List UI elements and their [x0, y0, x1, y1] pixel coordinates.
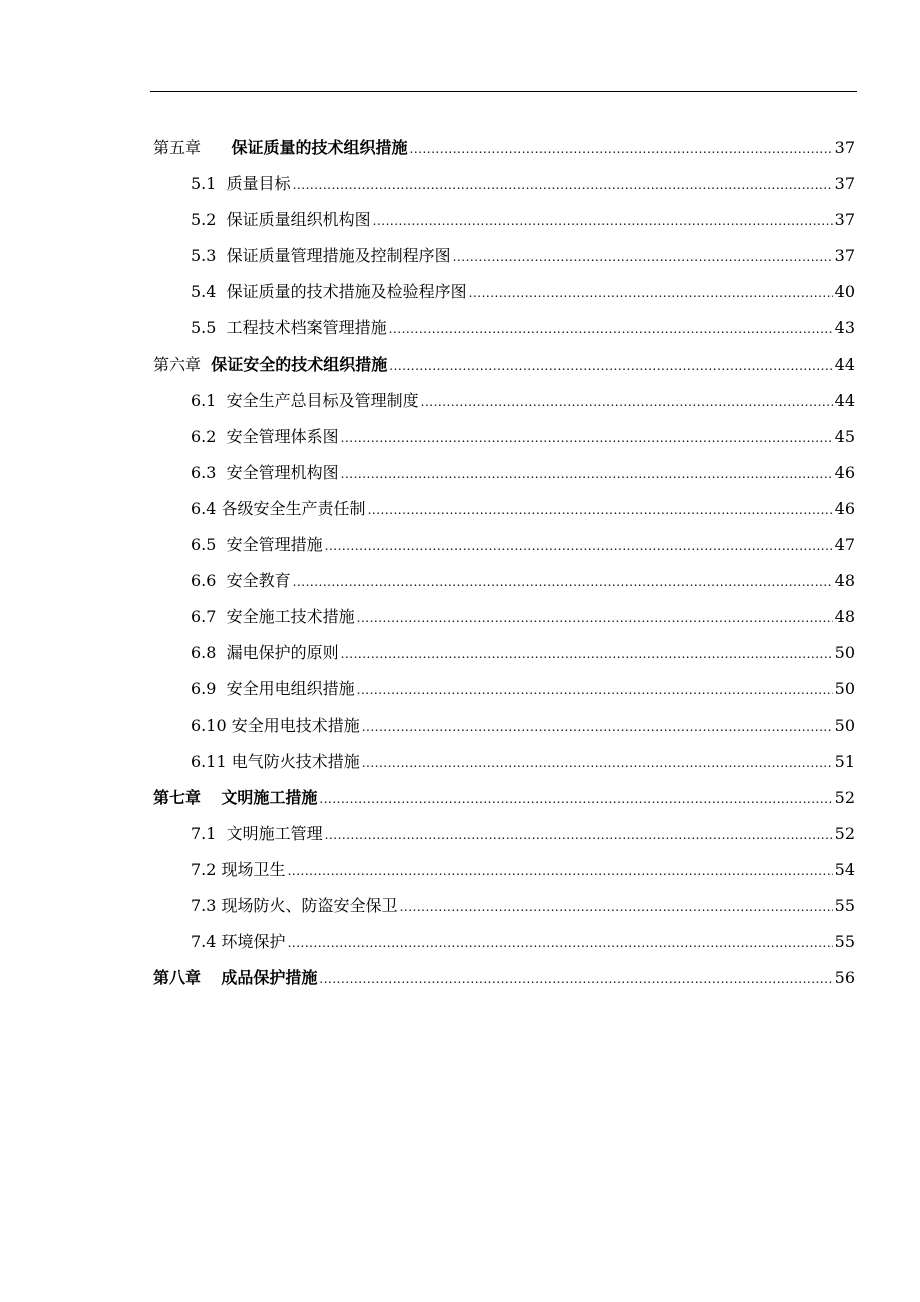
toc-entry-title: 保证质量的技术组织措施 [231, 138, 408, 157]
toc-entry-title: 保证质量的技术措施及检验程序图 [226, 282, 467, 302]
toc-entry-gap [216, 202, 226, 238]
toc-entry-gap [216, 671, 226, 707]
toc-entry-number: 第七章 [153, 787, 202, 807]
toc-entry-number: 6.3 [191, 462, 217, 482]
toc-entry-number: 6.10 [191, 715, 227, 735]
toc-page-number: 37 [834, 174, 855, 194]
toc-section-entry[interactable] [0, 455, 920, 491]
dot-leader [341, 456, 833, 492]
toc-section-entry[interactable] [0, 310, 920, 346]
toc-entry-title: 保证安全的技术组织措施 [211, 354, 388, 374]
toc-entry-gap [216, 238, 226, 274]
dot-leader [325, 528, 833, 564]
toc-page-number: 44 [834, 390, 855, 410]
toc-entry-title: 工程技术档案管理措施 [226, 318, 387, 338]
toc-entry-title: 文明施工管理 [226, 823, 323, 843]
toc-section-entry[interactable] [0, 383, 920, 419]
toc-entry-number: 7.3 [191, 895, 217, 915]
toc-section-entry[interactable] [0, 419, 920, 455]
toc-page-number: 50 [834, 679, 855, 699]
dot-leader [373, 203, 833, 239]
toc-page-number: 55 [834, 932, 855, 952]
toc-entry-title: 保证质量组织机构图 [226, 210, 371, 230]
toc-entry-gap [216, 419, 226, 455]
dot-leader [368, 492, 833, 528]
toc-entry-gap [216, 563, 226, 599]
toc-entry-gap [201, 347, 211, 383]
toc-entry-gap [201, 130, 232, 166]
toc-entry-title: 安全用电组织措施 [226, 679, 355, 699]
toc-section-entry[interactable] [0, 563, 920, 599]
dot-leader [389, 311, 833, 347]
toc-page-number: 52 [834, 787, 855, 807]
toc-entry-number: 5.3 [191, 246, 217, 266]
toc-page-number: 50 [834, 643, 855, 663]
toc-section-entry[interactable] [0, 527, 920, 563]
toc-entry-title: 成品保护措施 [221, 968, 318, 988]
toc-entry-number: 6.11 [191, 751, 227, 771]
toc-chapter-entry[interactable] [0, 130, 920, 166]
toc-entry-title: 保证质量管理措施及控制程序图 [226, 246, 451, 266]
toc-section-entry[interactable] [0, 166, 920, 202]
toc-entry-gap [216, 527, 226, 563]
toc-section-entry[interactable] [0, 202, 920, 238]
toc-entry-number: 6.5 [191, 535, 217, 555]
table-of-contents [0, 130, 920, 996]
toc-page-number: 45 [834, 426, 855, 446]
toc-entry-title: 现场防火、防盗安全保卫 [221, 895, 398, 915]
toc-entry-title: 安全教育 [226, 571, 291, 591]
toc-page-number: 43 [834, 318, 855, 338]
toc-section-entry[interactable] [0, 708, 920, 744]
dot-leader [357, 600, 833, 636]
toc-page-number: 46 [834, 462, 855, 482]
toc-entry-gap [216, 599, 226, 635]
dot-leader [362, 745, 833, 781]
dot-leader [341, 420, 833, 456]
toc-entry-title: 文明施工措施 [221, 787, 318, 807]
dot-leader [293, 167, 833, 203]
toc-section-entry[interactable] [0, 888, 920, 924]
toc-entry-number: 6.1 [191, 390, 217, 410]
toc-page-number: 52 [834, 823, 855, 843]
dot-leader [288, 853, 833, 889]
dot-leader [453, 239, 833, 275]
dot-leader [293, 564, 833, 600]
toc-entry-gap [216, 166, 226, 202]
toc-page-number: 37 [834, 246, 855, 266]
toc-page-number: 44 [834, 354, 855, 374]
toc-page-number: 48 [834, 607, 855, 627]
toc-entry-title: 安全管理措施 [226, 535, 323, 555]
dot-leader [319, 781, 832, 817]
toc-entry-gap [201, 780, 221, 816]
toc-entry-title: 安全管理体系图 [226, 426, 339, 446]
toc-entry-title: 环境保护 [221, 932, 286, 952]
toc-entry-gap [216, 816, 226, 852]
toc-section-entry[interactable] [0, 852, 920, 888]
toc-entry-gap [216, 274, 226, 310]
dot-leader [410, 131, 833, 167]
dot-leader [389, 348, 832, 384]
toc-entry-number: 7.1 [191, 823, 217, 843]
toc-section-entry[interactable] [0, 744, 920, 780]
toc-page-number: 55 [834, 895, 855, 915]
dot-leader [319, 961, 832, 997]
toc-page-number: 37 [834, 210, 855, 230]
dot-leader [288, 925, 833, 961]
toc-section-entry[interactable] [0, 238, 920, 274]
toc-page-number: 47 [834, 535, 855, 555]
toc-entry-gap [216, 635, 226, 671]
toc-page-number: 51 [834, 751, 855, 771]
header-rule [150, 91, 857, 92]
toc-entry-title: 安全生产总目标及管理制度 [226, 390, 419, 410]
toc-entry-gap [216, 310, 226, 346]
toc-entry-number: 第六章 [153, 354, 202, 374]
toc-entry-number: 6.8 [191, 643, 217, 663]
toc-chapter-entry[interactable] [0, 347, 920, 383]
dot-leader [400, 889, 833, 925]
dot-leader [362, 709, 833, 745]
toc-entry-title: 安全施工技术措施 [226, 607, 355, 627]
toc-entry-gap [201, 960, 221, 996]
toc-entry-title: 现场卫生 [221, 859, 286, 879]
toc-entry-number: 5.1 [191, 174, 217, 194]
toc-page-number: 46 [834, 498, 855, 518]
toc-entry-number: 7.2 [191, 859, 217, 879]
dot-leader [469, 275, 833, 311]
toc-entry-title: 安全用电技术措施 [231, 715, 360, 735]
toc-entry-title: 各级安全生产责任制 [221, 498, 366, 518]
toc-page-number: 40 [834, 282, 855, 302]
toc-section-entry[interactable] [0, 671, 920, 707]
dot-leader [341, 636, 833, 672]
toc-chapter-entry[interactable] [0, 780, 920, 816]
toc-section-entry[interactable] [0, 491, 920, 527]
toc-entry-title: 电气防火技术措施 [231, 751, 360, 771]
toc-section-entry[interactable] [0, 635, 920, 671]
toc-section-entry[interactable] [0, 816, 920, 852]
toc-section-entry[interactable] [0, 599, 920, 635]
toc-chapter-entry[interactable] [0, 960, 920, 996]
toc-section-entry[interactable] [0, 274, 920, 310]
toc-entry-title: 漏电保护的原则 [226, 643, 339, 663]
dot-leader [357, 672, 833, 708]
toc-entry-title: 质量目标 [226, 174, 291, 194]
toc-entry-gap [216, 383, 226, 419]
toc-section-entry[interactable] [0, 924, 920, 960]
toc-page-number: 50 [834, 715, 855, 735]
toc-entry-number: 6.9 [191, 679, 217, 699]
toc-entry-gap [216, 455, 226, 491]
dot-leader [325, 817, 833, 853]
toc-entry-title: 安全管理机构图 [226, 462, 339, 482]
toc-entry-number: 7.4 [191, 932, 217, 952]
toc-entry-number: 第五章 [153, 138, 202, 157]
toc-page-number: 48 [834, 571, 855, 591]
toc-entry-number: 6.6 [191, 571, 217, 591]
toc-entry-number: 第八章 [153, 968, 202, 988]
toc-entry-number: 6.4 [191, 498, 217, 518]
toc-entry-number: 5.5 [191, 318, 217, 338]
toc-entry-number: 5.4 [191, 282, 217, 302]
toc-entry-number: 6.7 [191, 607, 217, 627]
toc-page-number: 37 [834, 138, 855, 157]
toc-entry-number: 6.2 [191, 426, 217, 446]
dot-leader [421, 384, 833, 420]
toc-page-number: 54 [834, 859, 855, 879]
toc-entry-number: 5.2 [191, 210, 217, 230]
toc-page-number: 56 [834, 968, 855, 988]
